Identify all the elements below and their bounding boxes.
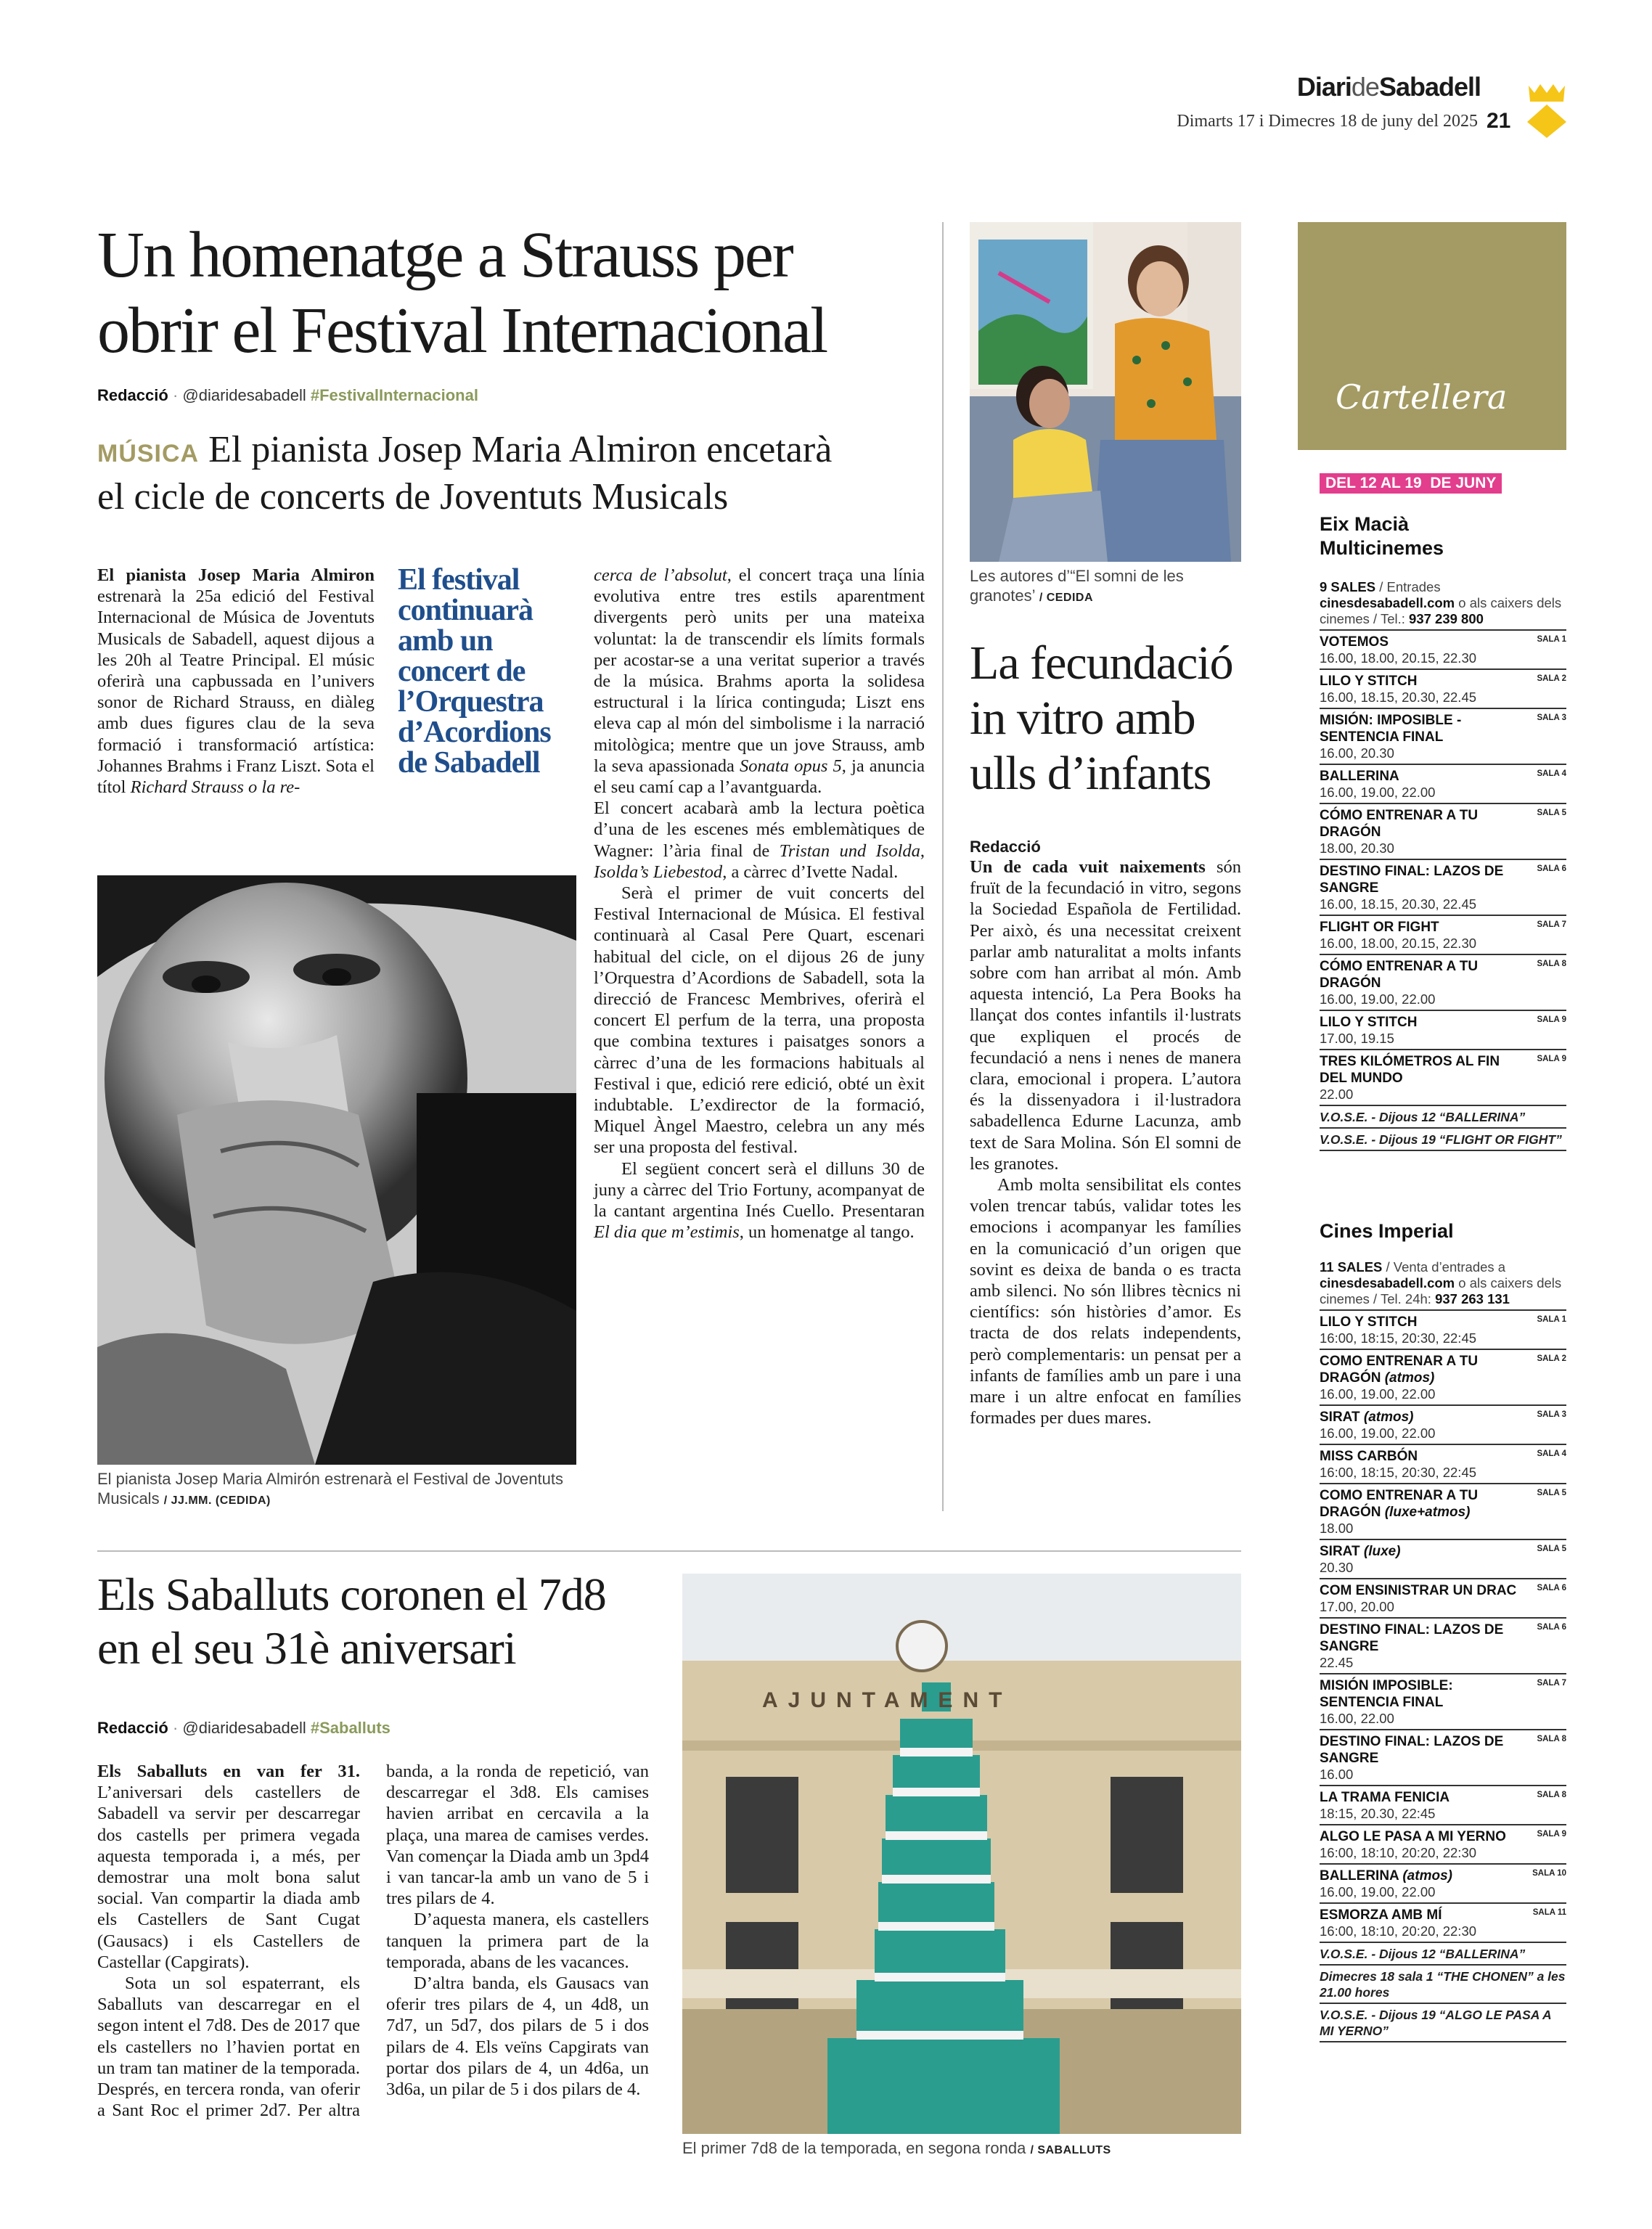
cartellera-dates: DEL 12 AL 19 DE JUNY (1320, 473, 1502, 494)
film-listing (1320, 916, 1566, 955)
sala-label: SALA 9 (1537, 1055, 1566, 1063)
film-title: LILO Y STITCH (1320, 674, 1418, 689)
film-title: VOTEMOS (1320, 634, 1389, 650)
sala-label: SALA 8 (1537, 960, 1566, 968)
section-label: MÚSICA (97, 440, 200, 467)
film-listing (1320, 1540, 1566, 1579)
film-listing (1320, 1445, 1566, 1484)
sala-label: SALA 6 (1537, 864, 1566, 873)
film-times: 22.00 (1320, 1087, 1354, 1102)
film-times: 16.00, 20.30 (1320, 745, 1394, 761)
film-times: 16:00, 18:15, 20:30, 22:45 (1320, 1465, 1477, 1480)
film-listing (1320, 709, 1566, 765)
sala-label: SALA 1 (1537, 635, 1566, 644)
article-2-body: Un de cada vuit naixements són fruït de la fecundació in vitro, segons la Sociedad Española de Fertilidad. Per això, és una necessitat creixent parlar amb naturalitat a molts infants sobre com han arribat al món. Amb aquesta intenció, La Pera Books ha llançat dos contes infantils il·lustrats que expliquen el procés de fecundació a nens i nenes de manera clara, emocional i propera. L’autora és la dissenyadora i il·lustradora sabadellenca Edurne Lacunza, amb text de Sara Molina. Són El somni de les granotes. Amb molta sensibilitat els contes volen trencar tabús, validar totes les emocions i acompanyar les famílies en la comunicació d’un origen que sovint es deixa de banda o es tracta amb silenci. No són llibres tècnics ni científics: són històries d’amor. Es tracta de dos relats independents, però complementaris: un pensat per a infants de famílies amb un pare i una mare i un altre enfocat en famílies formades per dues mares. (970, 857, 1241, 1428)
crown-logo-icon (1524, 81, 1569, 138)
authors-photo-caption: Les autores d’“El somni de les granotes’ / CEDIDA (970, 567, 1184, 605)
article-2-title: La fecundació in vitro amb ulls d’infants (970, 637, 1233, 800)
film-times: 18.00, 20.30 (1320, 841, 1394, 856)
film-times: 17.00, 20.00 (1320, 1599, 1394, 1614)
film-title: LILO Y STITCH (1320, 1314, 1418, 1330)
cinema-eix-macia (1320, 512, 1566, 1151)
sala-label: SALA 7 (1537, 1679, 1566, 1688)
film-times: 16:00, 18:10, 20:20, 22:30 (1320, 1845, 1477, 1860)
film-title: MISIÓN IMPOSIBLE: SENTENCIA FINAL (1320, 1678, 1453, 1710)
pianist-photo-caption: El pianista Josep Maria Almirón estrenarà el Festival de Joventuts Musicals / JJ.MM. (CEDIDA) (97, 1470, 563, 1508)
film-listing (1320, 1011, 1566, 1050)
sala-label: SALA 8 (1537, 1735, 1566, 1743)
pianist-photo (97, 875, 576, 1465)
film-title: DESTINO FINAL: LAZOS DE SANGRE (1320, 864, 1504, 896)
cinema-imperial (1320, 1219, 1566, 2042)
sala-label: SALA 3 (1537, 1410, 1566, 1419)
sala-label: SALA 11 (1532, 1908, 1566, 1917)
article-1-column-1: El pianista Josep Maria Almiron estrenarà la 25a edició del Festival Internacional de Música de Joventuts Musicals de Sabadell, aquest dijous a les 20h al Teatre Principal. El músic oferirà una capbussada en l’univers sonor de Richard Strauss, en diàleg amb dues figures clau de la seva formació i transformació artística: Johannes Brahms i Franz Liszt. Sota el títol Richard Strauss o la re- (97, 565, 375, 798)
film-listing (1320, 1406, 1566, 1445)
sala-label: SALA 3 (1537, 713, 1566, 722)
special-screening: Dimecres 18 sala 1 “THE CHONEN” a les 21.00 hores (1320, 1966, 1566, 2004)
sala-label: SALA 7 (1537, 920, 1566, 929)
film-title: ESMORZA AMB MÍ (1320, 1907, 1442, 1923)
sala-label: SALA 4 (1537, 769, 1566, 778)
film-listing (1320, 1311, 1566, 1350)
sala-label: SALA 6 (1537, 1584, 1566, 1592)
article-1-byline: Redacció · @diaridesabadell #FestivalInternacional (97, 386, 478, 404)
film-listing (1320, 1619, 1566, 1674)
film-title: DESTINO FINAL: LAZOS DE SANGRE (1320, 1622, 1504, 1654)
film-listing (1320, 1786, 1566, 1825)
article-1-subtitle: MÚSICA El pianista Josep Maria Almiron encetarà el cicle de concerts de Joventuts Musicals (97, 429, 833, 518)
sala-label: SALA 9 (1537, 1830, 1566, 1839)
article-3-column-2: Sota un sol espaterrant, els Saballuts van descarregar en el segon intent el 7d8. Des de 2017 que els castellers no l’havien portat en un tram tan matiner de la temporada. Després, en tercera ronda, van oferir a Sant Roc el primer 2d7. Per altra banda, a la ronda de repetició, van descarregar el 3d8. Els camises havien arribat en cercavila a la plaça, una marea de camises verdes. Van començar la Diada amb un 3pd4 i van tancar-la amb un vano de 5 i tres pilars de 4. D’aquesta manera, els castellers tanquen la primera part de la temporada, abans de les vacances. D’altra banda, els Gausacs van oferir tres pilars de 4, un 4d8, un 7d7, un 5d7, dos pilars de 5 i dos pilars de 4. Els veïns Capgirats van portar dos pilars de 4, un 4d6a, un 3d6a, un pilar de 5 i dos pilars de 4. (97, 1762, 649, 2121)
sala-label: SALA 1 (1537, 1315, 1566, 1324)
film-listing (1320, 1904, 1566, 1943)
brand-name: DiarideSabadell (1296, 72, 1481, 102)
film-listing (1320, 955, 1566, 1011)
sala-label: SALA 5 (1537, 1545, 1566, 1553)
film-title: MISIÓN: IMPOSIBLE - SENTENCIA FINAL (1320, 713, 1462, 745)
film-times: 16.00, 18.00, 20.15, 22.30 (1320, 936, 1477, 951)
film-listing (1320, 1825, 1566, 1865)
special-screening: V.O.S.E. - Dijous 12 “BALLERINA” (1320, 1106, 1566, 1129)
film-listing (1320, 804, 1566, 860)
sala-label: SALA 6 (1537, 1623, 1566, 1632)
film-title: COMO ENTRENAR A TU DRAGÓN (atmos) (1320, 1354, 1479, 1386)
film-times: 16.00, 19.00, 22.00 (1320, 991, 1436, 1007)
town-hall-sign: AJUNTAMENT (762, 1688, 1013, 1712)
film-title: SIRAT (luxe) (1320, 1544, 1401, 1559)
film-times: 18.00 (1320, 1521, 1354, 1536)
column-divider (942, 222, 944, 1511)
film-times: 20.30 (1320, 1560, 1354, 1575)
film-times: 16.00 (1320, 1767, 1354, 1782)
film-times: 16.00, 22.00 (1320, 1711, 1394, 1726)
film-listing (1320, 670, 1566, 709)
film-title: COM ENSINISTRAR UN DRAC (1320, 1583, 1517, 1598)
film-title: BALLERINA (1320, 769, 1399, 784)
sala-label: SALA 8 (1537, 1791, 1566, 1799)
film-times: 16.00, 19.00, 22.00 (1320, 1884, 1436, 1899)
film-times: 16.00, 18.15, 20.30, 22.45 (1320, 896, 1477, 912)
article-1-title: Un homenatge a Strauss per obrir el Festival Internacional (97, 219, 827, 367)
film-times: 16.00, 18.15, 20.30, 22.45 (1320, 690, 1477, 705)
cinema-name: Cines Imperial (1320, 1220, 1454, 1242)
film-times: 22.45 (1320, 1655, 1354, 1670)
film-title: BALLERINA (atmos) (1320, 1868, 1452, 1884)
castell-photo (682, 1574, 1241, 2134)
film-listing (1320, 1350, 1566, 1406)
film-title: LILO Y STITCH (1320, 1015, 1418, 1030)
masthead (1297, 73, 1481, 102)
film-times: 17.00, 19.15 (1320, 1031, 1394, 1046)
article-3-column-1: Els Saballuts en van fer 31. L’aniversari dels castellers de Sabadell va servir per descarregar dos castells per primera vegada aquesta temporada i, a més, per demostrar una molt bona salut social. Van compartir la diada amb els Castellers de Sant Cugat (Gausacs) i els Castellers de Castellar (Capgirats). (97, 1762, 360, 1972)
special-screening: V.O.S.E. - Dijous 19 “ALGO LE PASA A MI YERNO” (1320, 2004, 1566, 2042)
cartellera-title: Cartellera (1336, 377, 1508, 417)
section-divider (97, 1550, 1241, 1552)
cartellera-box (1298, 222, 1566, 450)
authors-photo (970, 222, 1241, 562)
film-title: TRES KILÓMETROS AL FIN DEL MUNDO (1320, 1054, 1500, 1086)
film-times: 18:15, 20.30, 22:45 (1320, 1806, 1436, 1821)
film-listing (1320, 1484, 1566, 1540)
pull-quote: El festival continuarà amb un concert de l’Orquestra d’Acordions de Sabadell (398, 563, 551, 780)
film-title: LA TRAMA FENICIA (1320, 1790, 1450, 1805)
sala-label: SALA 9 (1537, 1015, 1566, 1024)
film-listing (1320, 1730, 1566, 1786)
page-number: 21 (1487, 109, 1511, 133)
film-title: MISS CARBÓN (1320, 1449, 1418, 1464)
article-2-author: Redacció (970, 838, 1041, 856)
film-times: 16.00, 19.00, 22.00 (1320, 785, 1436, 800)
article-3-title: Els Saballuts coronen el 7d8 en el seu 31è aniversari (97, 1569, 606, 1674)
sala-label: SALA 5 (1537, 1489, 1566, 1497)
film-times: 16:00, 18:15, 20:30, 22:45 (1320, 1330, 1477, 1346)
film-times: 16.00, 19.00, 22.00 (1320, 1386, 1436, 1402)
cinema-name: Eix Macià Multicinemes (1320, 513, 1444, 559)
film-listing (1320, 631, 1566, 670)
castell-photo-caption: El primer 7d8 de la temporada, en segona ronda / SABALLUTS (682, 2139, 1111, 2157)
film-listing (1320, 1674, 1566, 1730)
cinema-info: 11 SALES / Venta d’entrades a cinesdesabadell.com o als caixers dels cinemes / Tel. 24h: 937 263 131 (1320, 1259, 1566, 1311)
article-3-byline: Redacció · @diaridesabadell #Saballuts (97, 1719, 390, 1737)
film-title: SIRAT (atmos) (1320, 1410, 1414, 1425)
film-listing (1320, 1865, 1566, 1904)
film-title: CÓMO ENTRENAR A TU DRAGÓN (1320, 959, 1479, 991)
film-times: 16:00, 18:10, 20:20, 22:30 (1320, 1923, 1477, 1939)
sala-label: SALA 2 (1537, 674, 1566, 683)
film-listing (1320, 1579, 1566, 1619)
cinema-info: 9 SALES / Entrades cinesdesabadell.com o als caixers dels cinemes / Tel.: 937 239 800 (1320, 579, 1566, 631)
sala-label: SALA 5 (1537, 809, 1566, 817)
film-title: DESTINO FINAL: LAZOS DE SANGRE (1320, 1734, 1504, 1766)
film-title: CÓMO ENTRENAR A TU DRAGÓN (1320, 808, 1479, 840)
special-screening: V.O.S.E. - Dijous 12 “BALLERINA” (1320, 1943, 1566, 1966)
sala-label: SALA 10 (1532, 1869, 1566, 1878)
special-screening: V.O.S.E. - Dijous 19 “FLIGHT OR FIGHT” (1320, 1129, 1566, 1151)
film-listing (1320, 860, 1566, 916)
film-title: COMO ENTRENAR A TU DRAGÓN (luxe+atmos) (1320, 1488, 1479, 1520)
film-times: 16.00, 18.00, 20.15, 22.30 (1320, 650, 1477, 666)
film-listing (1320, 1050, 1566, 1106)
edition-date: Dimarts 17 i Dimecres 18 de juny del 2025 (1177, 112, 1478, 131)
film-listing (1320, 765, 1566, 804)
sala-label: SALA 4 (1537, 1449, 1566, 1458)
film-title: ALGO LE PASA A MI YERNO (1320, 1829, 1506, 1844)
sala-label: SALA 2 (1537, 1354, 1566, 1363)
film-title: FLIGHT OR FIGHT (1320, 920, 1439, 935)
article-1-column-3: cerca de l’absolut, el concert traça una línia evolutiva entre tres estils aparentment divergents però units per una mateixa voluntat: la de transcendir els límits formals per acostar-se a una veritat superior a través de la música. Brahms aporta la solidesa estructural i la lírica continguda; Liszt ens eleva cap al món del simbolisme i la narració mitològica; mentre que un jove Strauss, amb la seva apassionada Sonata opus 5, ja anuncia el seu camí cap a l’avantguarda. El concert acabarà amb la lectura poètica d’una de les escenes més emblemàtiques de Wagner: l’ària final de Tristan und Isolda, Isolda’s Liebestod, a càrrec d’Ivette Nadal. Serà el primer de vuit concerts del Festival Internacional de Música. El festival continuarà al Casal Pere Quart, escenari habitual del cicle, on el dijous 26 de juny l’Orquestra d’Acordions de Sabadell, sota la direcció de Francesc Membrives, oferirà el concert El perfum de la terra, una proposta que combina textures i paisatges sonors a càrrec d’una de les formacions habituals al Festival i que, edició rere edició, obté un èxit indubtable. L’exdirector de la formació, Miquel Àngel Maestro, celebra un any més ser una proposta del festival. El següent concert serà el dilluns 30 de juny a càrrec del Trio Fortuny, acompanyat de la cantant argentina Inés Cuello. Presentaran El dia que m’estimis, un homenatge al tango. (594, 565, 925, 1243)
film-times: 16.00, 19.00, 22.00 (1320, 1426, 1436, 1441)
